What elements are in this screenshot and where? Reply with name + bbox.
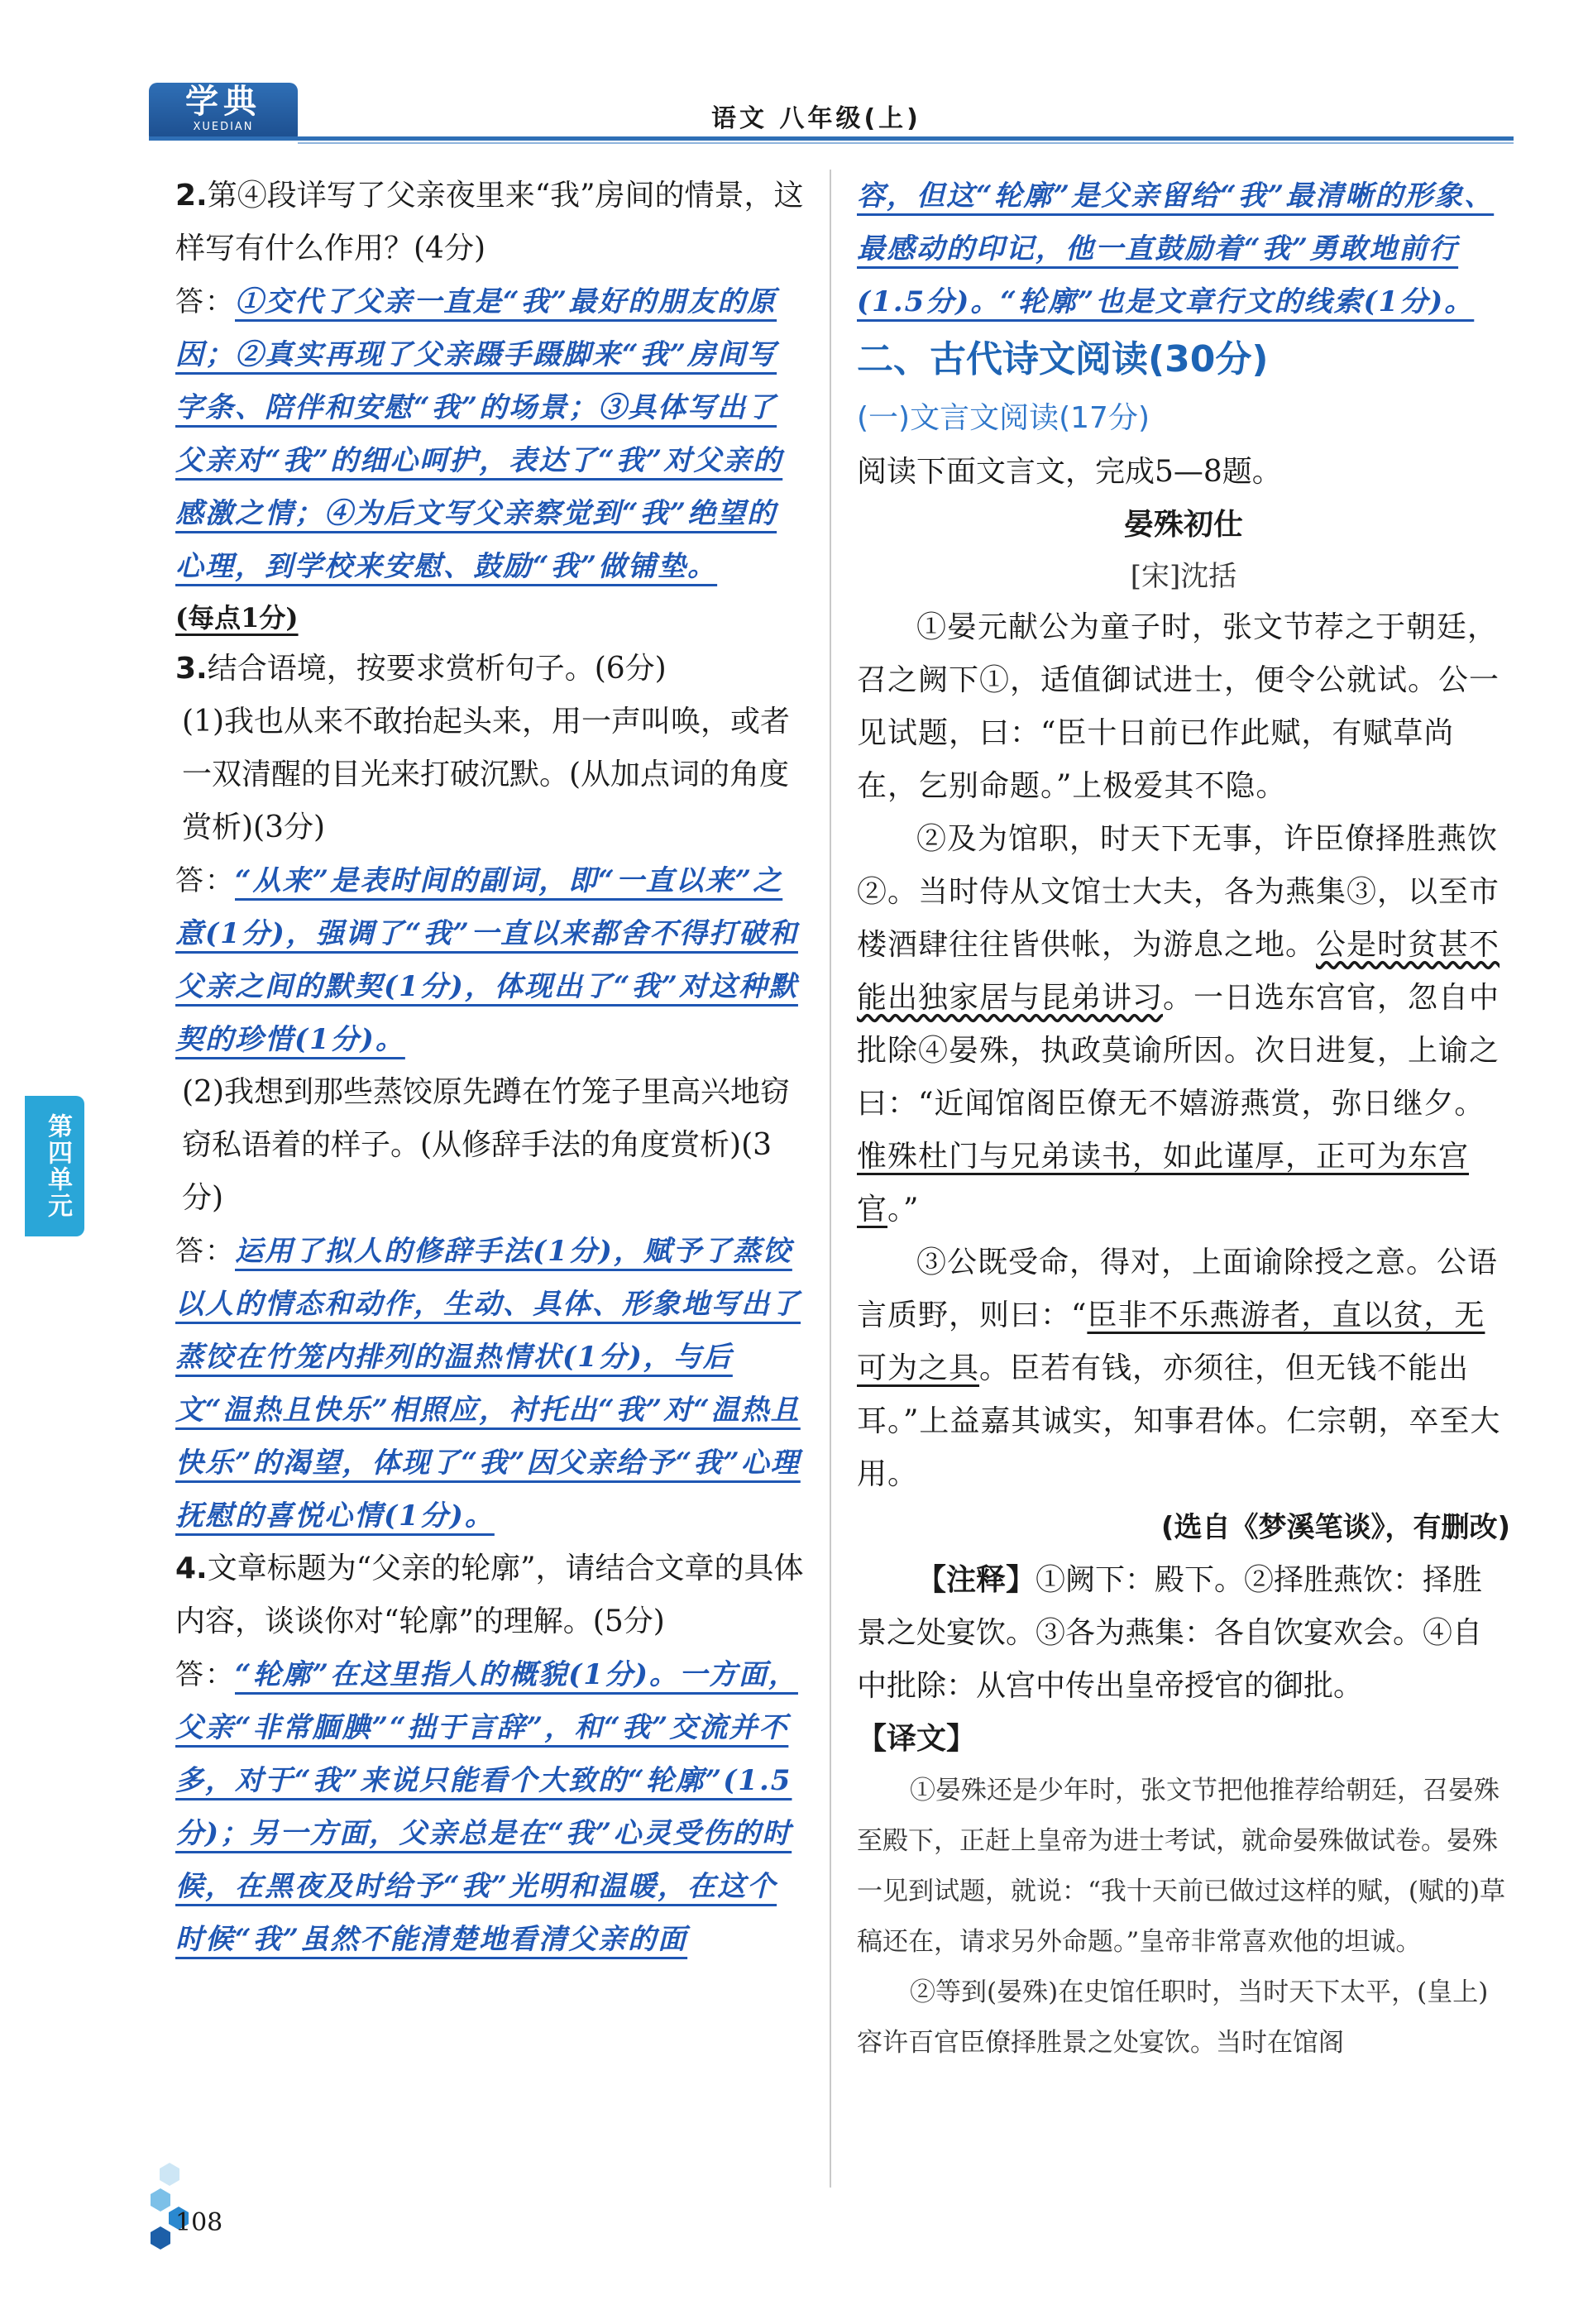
column-divider <box>830 170 831 2188</box>
annotation-text: ①阙下：殿下。②择胜燕饮：择胜景之处宴饮。③各为燕集：各自饮宴欢会。④自中批除：从宫中传出皇帝授官的御批。 <box>857 1563 1483 1703</box>
annotation-tag: 【注释】 <box>916 1563 1036 1597</box>
question-text: 结合语境，按要求赏析句子。(6分) <box>207 652 667 686</box>
paragraph-text: 。” <box>887 1193 920 1227</box>
answer-lead: 答： <box>175 864 235 897</box>
scoring-note: (每点1分) <box>175 602 299 634</box>
publisher-logo <box>149 83 298 139</box>
translation-paragraph-2: ②等到(晏殊)在史馆任职时，当时天下太平，(皇上)容许百官臣僚择胜景之处宴饮。当时在馆阁 <box>857 1977 1489 2058</box>
sub-question-1: (1)我也从来不敢抬起头来，用一声叫唤，或者一双清醒的目光来打破沉默。(从加点词的角度赏析)(3分) <box>182 705 790 844</box>
passage-paragraph-3 <box>857 1236 1510 1501</box>
question-number: 3. <box>175 652 208 686</box>
passage-paragraph-2 <box>857 813 1510 1236</box>
question-text: 文章标题为“父亲的轮廓”，请结合文章的具体内容，谈谈你对“轮廓”的理解。(5分) <box>175 1552 804 1638</box>
answer-3-2 <box>175 1225 804 1542</box>
translation-tag: 【译文】 <box>857 1722 977 1756</box>
answer-4 <box>175 1648 804 1966</box>
annotations <box>857 1554 1510 1713</box>
left-column <box>175 170 804 1966</box>
paragraph-text: ③公既受命，得对，上面谕除授之意。公语言质野，则曰：“ <box>857 1246 1499 1332</box>
answer-4-continued <box>857 170 1510 328</box>
wavy-underlined-sentence: 公是时贫甚不能出独家居与昆弟讲习 <box>857 928 1500 1015</box>
answer-text: “轮廓”在这里指人的概貌(1分)。一方面，父亲“非常腼腆”“拙于言辞”，和“我”交流并不多，对于“我”来说只能看个大致的“轮廓”(1.5分)；另一方面，父亲总是在“我”心灵受伤的时候，在黑夜及时给予“我”光明和温暖，在这个时候“我”虽然不能清楚地看清父亲的面 <box>175 1658 798 1956</box>
page-number: 108 <box>175 2208 223 2237</box>
sub-question-2: (2)我想到那些蒸饺原先蹲在竹笼子里高兴地窃窃私语着的样子。(从修辞手法的角度赏析)(3分) <box>182 1075 790 1215</box>
answer-lead: 答： <box>175 285 235 318</box>
question-number: 4. <box>175 1552 208 1585</box>
question-2 <box>175 170 804 275</box>
paragraph-text: 。臣若有钱，亦须往，但无钱不能出耳。”上益嘉其诚实，知事君体。仁宗朝，卒至大用。 <box>857 1351 1501 1491</box>
answer-text: ①交代了父亲一直是“我”最好的朋友的原因；②真实再现了父亲蹑手蹑脚来“我”房间写字条、陪伴和安慰“我”的场景；③具体写出了父亲对“我”的细心呵护，表达了“我”对父亲的感激之情；④为后文写父亲察觉到“我”绝望的心理，到学校来安慰、鼓励“我”做铺垫。 <box>175 285 783 583</box>
instructions: 阅读下面文言文，完成5—8题。 <box>857 455 1282 489</box>
answer-2 <box>175 275 804 593</box>
question-4 <box>175 1542 804 1648</box>
section-title: 二、古代诗文阅读(30分) <box>857 338 1269 380</box>
underlined-sentence: 惟殊杜门与兄弟读书，如此谨厚，正可为东宫官 <box>857 1140 1470 1227</box>
question-number: 2. <box>175 179 208 213</box>
passage-title: 晏殊初仕 <box>1123 508 1243 542</box>
paragraph-text: ②及为馆职，时天下无事，许臣僚择胜燕饮②。当时侍从文馆士大夫，各为燕集③，以至市楼酒肆往往皆供帐，为游息之地。 <box>857 822 1500 962</box>
question-text: 第④段详写了父亲夜里来“我”房间的情景，这样写有什么作用？(4分) <box>175 179 804 265</box>
underlined-sentence: 臣非不乐燕游者，直以贫，无可为之具 <box>857 1298 1485 1385</box>
unit-tab: 第四单元 <box>25 1096 84 1236</box>
page-header <box>0 0 1588 165</box>
paragraph-text: 。一日选东宫官，忽自中批除④晏殊，执政莫谕所因。次日进复，上谕之曰：“近闻馆阁臣僚无不嬉游燕赏，弥日继夕。 <box>857 981 1500 1121</box>
header-divider-thin <box>298 142 1514 144</box>
subsection-title: (一)文言文阅读(17分) <box>857 401 1150 435</box>
book-title: 语文 八年级(上) <box>711 104 921 133</box>
header-divider <box>149 136 1514 141</box>
answer-text: 容，但这“轮廓”是父亲留给“我”最清晰的形象、最感动的印记，他一直鼓励着“我”勇敢地前行(1.5分)。“轮廓”也是文章行文的线索(1分)。 <box>857 179 1495 318</box>
answer-lead: 答： <box>175 1658 235 1691</box>
passage-source: (选自《梦溪笔谈》，有删改) <box>1160 1511 1510 1544</box>
passage-paragraph-1: ①晏元献公为童子时，张文节荐之于朝廷，召之阙下①，适值御试进士，便令公就试。公一见试题，曰：“臣十日前已作此赋，有赋草尚在，乞别命题。”上极爱其不隐。 <box>857 610 1500 803</box>
answer-3-1 <box>175 854 804 1066</box>
translation-paragraph-1: ①晏殊还是少年时，张文节把他推荐给朝廷，召晏殊至殿下，正赶上皇帝为进士考试，就命晏殊做试卷。晏殊一见到试题，就说：“我十天前已做过这样的赋，(赋的)草稿还在，请求另外命题。”皇帝非常喜欢他的坦诚。 <box>857 1776 1506 1957</box>
right-column <box>857 170 1510 2068</box>
answer-text: 运用了拟人的修辞手法(1分)，赋予了蒸饺以人的情态和动作，生动、具体、形象地写出了蒸饺在竹笼内排列的温热情状(1分)，与后文“温热且快乐”相照应，衬托出“我”对“温热且快乐”的渴望，体现了“我”因父亲给予“我”心理抚慰的喜悦心情(1分)。 <box>175 1235 801 1533</box>
answer-lead: 答： <box>175 1235 235 1268</box>
question-3 <box>175 643 804 696</box>
logo-main-text: 学典 <box>185 83 261 121</box>
logo-sub-text: XUEDIAN <box>193 121 254 133</box>
answer-text: “从来”是表时间的副词，即“一直以来”之意(1分)，强调了“我”一直以来都舍不得打破和父亲之间的默契(1分)，体现出了“我”对这种默契的珍惜(1分)。 <box>175 864 798 1056</box>
passage-author: [宋]沈括 <box>1130 560 1237 593</box>
